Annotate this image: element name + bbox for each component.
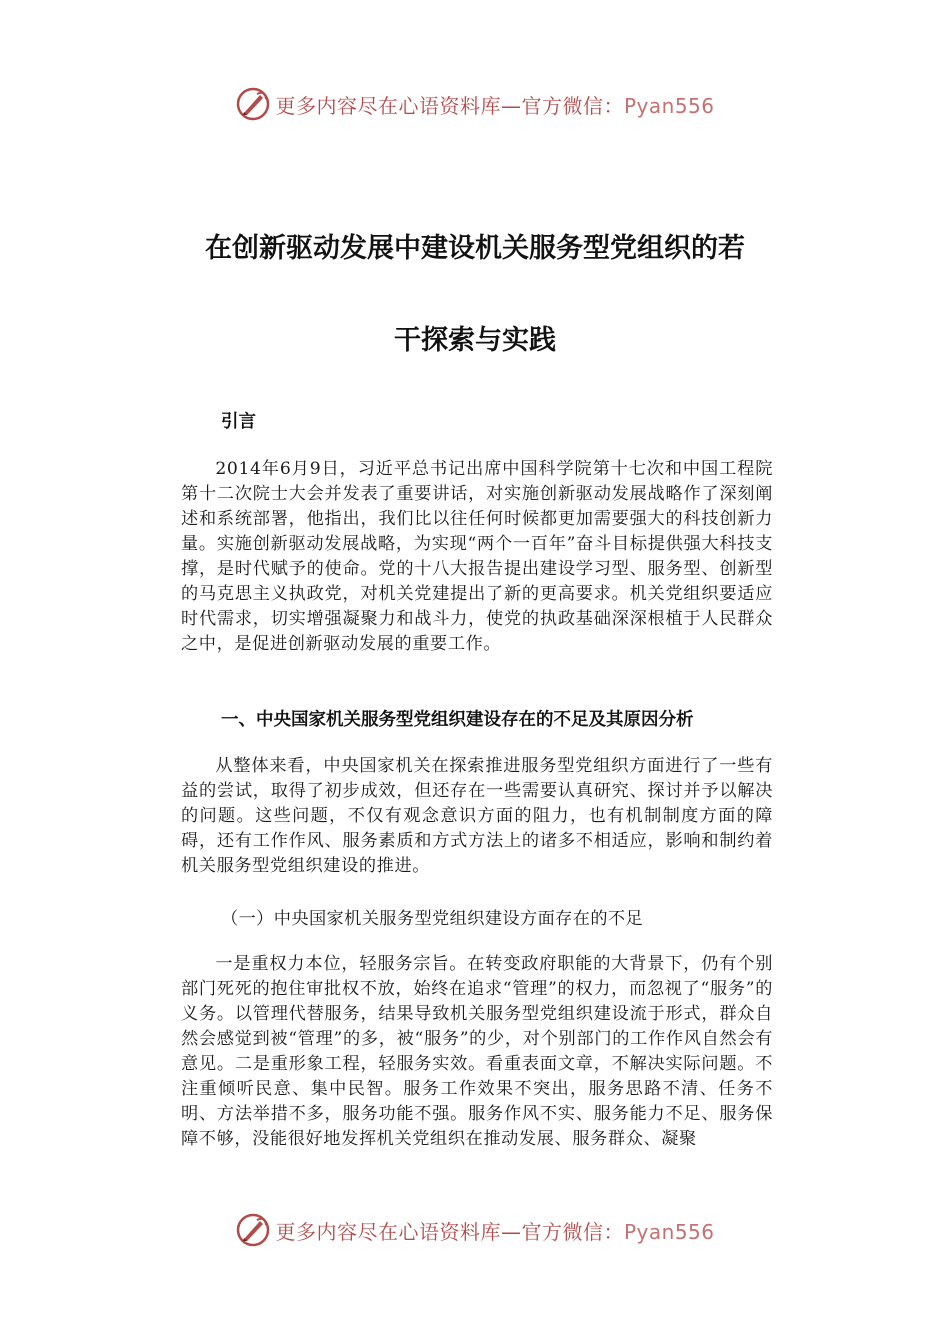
quill-pen-logo-icon [235,1212,271,1248]
watermark-text: 更多内容尽在心语资料库—官方微信：Pyan556 [275,93,715,118]
section-1-heading: 一、中央国家机关服务型党组织建设存在的不足及其原因分析 [221,710,694,730]
watermark-text: 更多内容尽在心语资料库—官方微信：Pyan556 [275,1219,715,1244]
document-title-line-1: 在创新驱动发展中建设机关服务型党组织的若 [205,233,745,264]
section-1-sub-paragraph: 一是重权力本位，轻服务宗旨。在转变政府职能的大背景下，仍有个别部门死死的抱住审批权不放，始终在追求“管理”的权力，而忽视了“服务”的义务。以管理代替服务，结果导致机关服务型党组织建设流于形式，群众自然会感觉到被“管理”的多，被“服务”的少，对个别部门的工作作风自然会有意见。二是重形象工程，轻服务实效。看重表面文章，不解决实际问题。不注重倾听民意、集中民智。服务工作效果不突出，服务思路不清、任务不明、方法举措不多，服务功能不强。服务作风不实、服务能力不足、服务保障不够，没能很好地发挥机关党组织在推动发展、服务群众、凝聚 [181,954,773,1149]
footer-watermark-banner [0,1210,950,1250]
intro-paragraph: 2014年6月9日，习近平总书记出席中国科学院第十七次和中国工程院第十二次院士大会并发表了重要讲话，对实施创新驱动发展战略作了深刻阐述和系统部署，他指出，我们比以往任何时候都更加需要强大的科技创新力量。实施创新驱动发展战略，为实现“两个一百年”奋斗目标提供强大科技支撑，是时代赋予的使命。党的十八大报告提出建设学习型、服务型、创新型的马克思主义执政党，对机关党建提出了新的更高要求。机关党组织要适应时代需求，切实增强凝聚力和战斗力，使党的执政基础深深根植于人民群众之中，是促进创新驱动发展的重要工作。 [181,459,773,654]
section-1-subheading: （一）中央国家机关服务型党组织建设方面存在的不足 [221,909,644,929]
wechat-id: Pyan556 [623,1219,715,1244]
intro-heading: 引言 [221,412,256,432]
wechat-id: Pyan556 [623,93,715,118]
header-watermark-banner [0,84,950,124]
quill-pen-logo-icon [235,86,271,122]
section-1-paragraph: 从整体来看，中央国家机关在探索推进服务型党组织方面进行了一些有益的尝试，取得了初步成效，但还存在一些需要认真研究、探讨并予以解决的问题。这些问题，不仅有观念意识方面的阻力，也有机制制度方面的障碍，还有工作作风、服务素质和方式方法上的诸多不相适应，影响和制约着机关服务型党组织建设的推进。 [181,756,773,876]
document-title-line-2: 干探索与实践 [394,325,556,356]
